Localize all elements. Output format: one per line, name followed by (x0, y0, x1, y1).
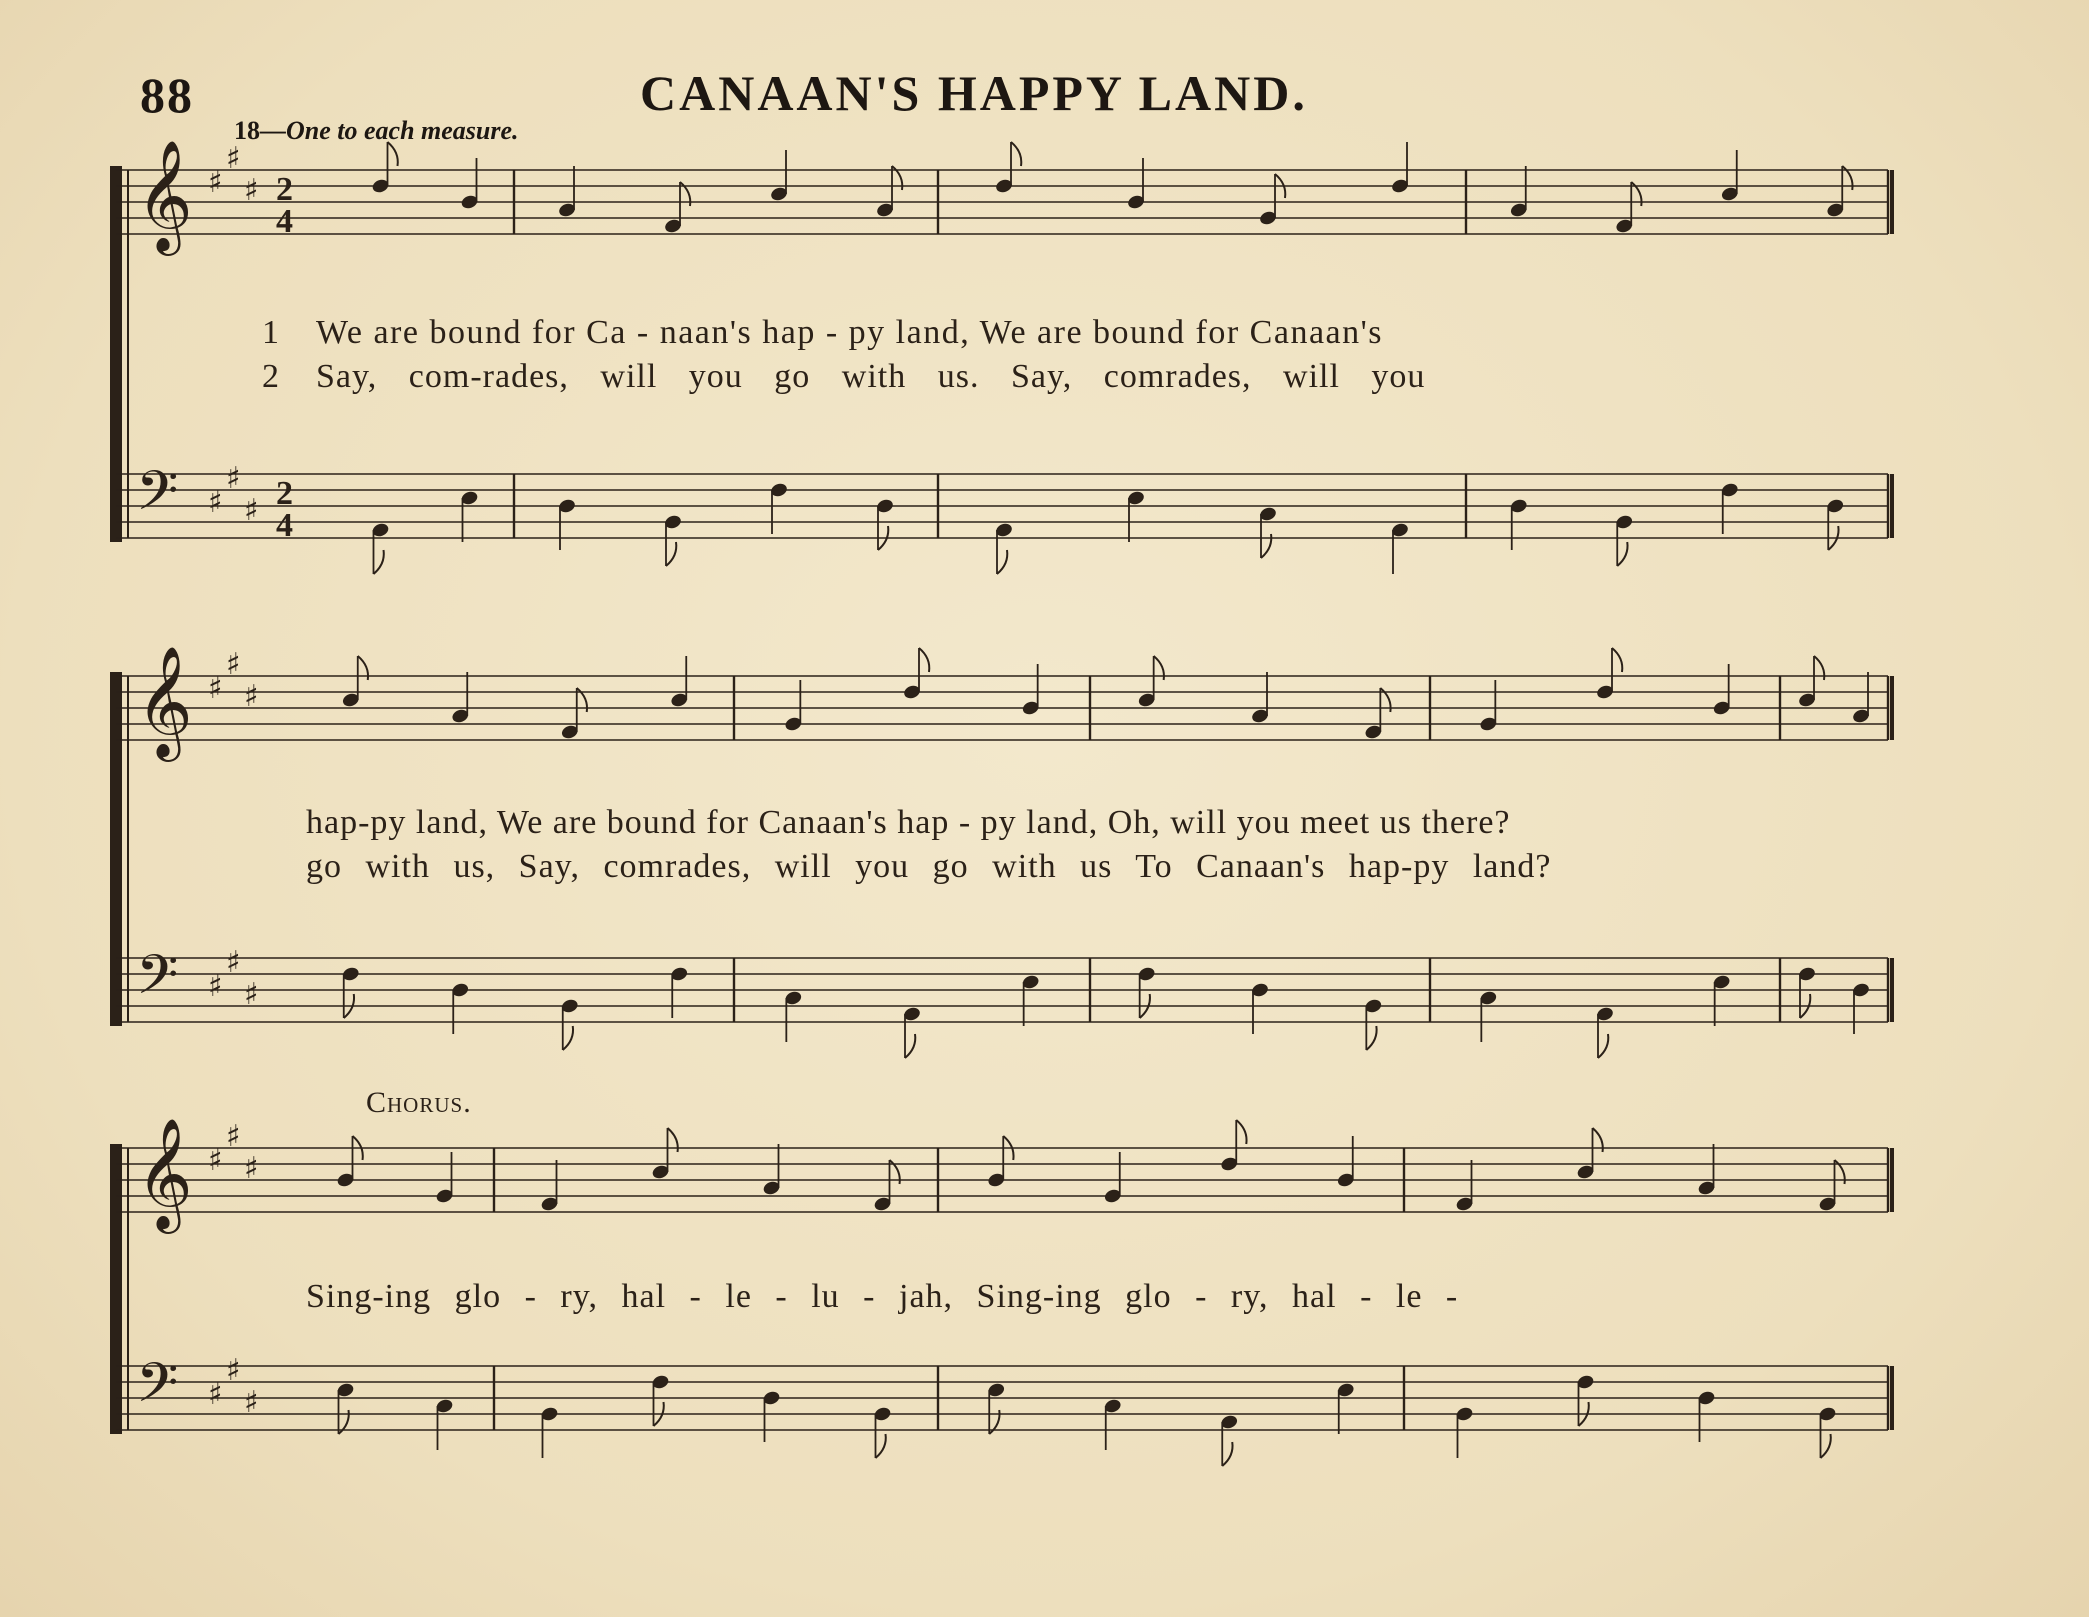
bass-clef-icon: 𝄢 (136, 943, 179, 1020)
time-signature-top: 2 (276, 475, 293, 512)
note-flag (1612, 648, 1622, 672)
note-flag (388, 142, 398, 166)
lyric-line-2-1 (306, 804, 1511, 842)
note-flag (374, 550, 384, 574)
sharp-icon: ♯ (208, 969, 223, 1004)
bass-clef-icon: 𝄢 (136, 1351, 179, 1428)
sharp-icon: ♯ (244, 1385, 259, 1420)
bass-clef-icon: 𝄢 (136, 459, 179, 536)
note-flag (563, 1026, 573, 1050)
system-brace (110, 672, 122, 1026)
lyric-text: Say, com-rades, will you go with us. Say, comrades, will you (316, 358, 1426, 395)
time-signature-bottom: 4 (276, 203, 293, 240)
note-flag (997, 550, 1007, 574)
system-brace (110, 166, 122, 542)
page-title: CANAAN'S HAPPY LAND. (640, 65, 1308, 121)
treble-clef-icon: 𝄞 (136, 139, 193, 251)
sharp-icon: ♯ (226, 647, 241, 682)
note-flag (1366, 1026, 1376, 1050)
sharp-icon: ♯ (244, 1151, 259, 1186)
note-flag (1222, 1442, 1232, 1466)
meter-text: One to each measure. (286, 116, 519, 145)
treble-clef-icon: 𝄞 (136, 645, 193, 757)
sharp-icon: ♯ (226, 1119, 241, 1154)
lyric-text: hap-py land, We are bound for Canaan's hap - py land, Oh, will you meet us there? (306, 804, 1511, 841)
sharp-icon: ♯ (244, 493, 259, 528)
time-signature-top: 2 (276, 171, 293, 208)
note-flag (1598, 1034, 1608, 1058)
chorus-label: Chorus. (366, 1086, 472, 1119)
note-flag (919, 648, 929, 672)
note-flag (876, 1434, 886, 1458)
sharp-icon: ♯ (244, 679, 259, 714)
meter-number: 18 (234, 116, 260, 145)
sharp-icon: ♯ (208, 1377, 223, 1412)
treble-clef-icon: 𝄞 (136, 1117, 193, 1229)
sharp-icon: ♯ (208, 671, 223, 706)
lyric-line-3-1 (306, 1278, 1458, 1316)
note-flag (1011, 142, 1021, 166)
lyric-line-1-2 (262, 358, 1425, 396)
sharp-icon: ♯ (226, 1353, 241, 1388)
verse-number: 1 (262, 314, 279, 351)
page-number: 88 (140, 67, 194, 123)
system-brace (110, 1144, 122, 1434)
lyric-line-2-2 (306, 848, 1551, 886)
note-flag (1821, 1434, 1831, 1458)
note-flag (666, 542, 676, 566)
sharp-icon: ♯ (208, 165, 223, 200)
lyric-line-1-1 (262, 314, 1383, 352)
note-flag (905, 1034, 915, 1058)
sharp-icon: ♯ (226, 141, 241, 176)
lyric-text: Sing-ing glo - ry, hal - le - lu - jah, Sing-ing glo - ry, hal - le - (306, 1278, 1459, 1315)
meter-dash: — (260, 116, 286, 145)
sharp-icon: ♯ (226, 461, 241, 496)
sharp-icon: ♯ (208, 1143, 223, 1178)
sharp-icon: ♯ (208, 485, 223, 520)
lyric-text: We are bound for Ca - naan's hap - py land, We are bound for Canaan's (316, 314, 1383, 351)
sharp-icon: ♯ (244, 977, 259, 1012)
sharp-icon: ♯ (226, 945, 241, 980)
time-signature-bottom: 4 (276, 507, 293, 544)
note-flag (1617, 542, 1627, 566)
verse-number: 2 (262, 358, 279, 395)
sharp-icon: ♯ (244, 173, 259, 208)
note-flag (1236, 1120, 1246, 1144)
lyric-text: go with us, Say, comrades, will you go with us To Canaan's hap-py land? (306, 848, 1552, 885)
